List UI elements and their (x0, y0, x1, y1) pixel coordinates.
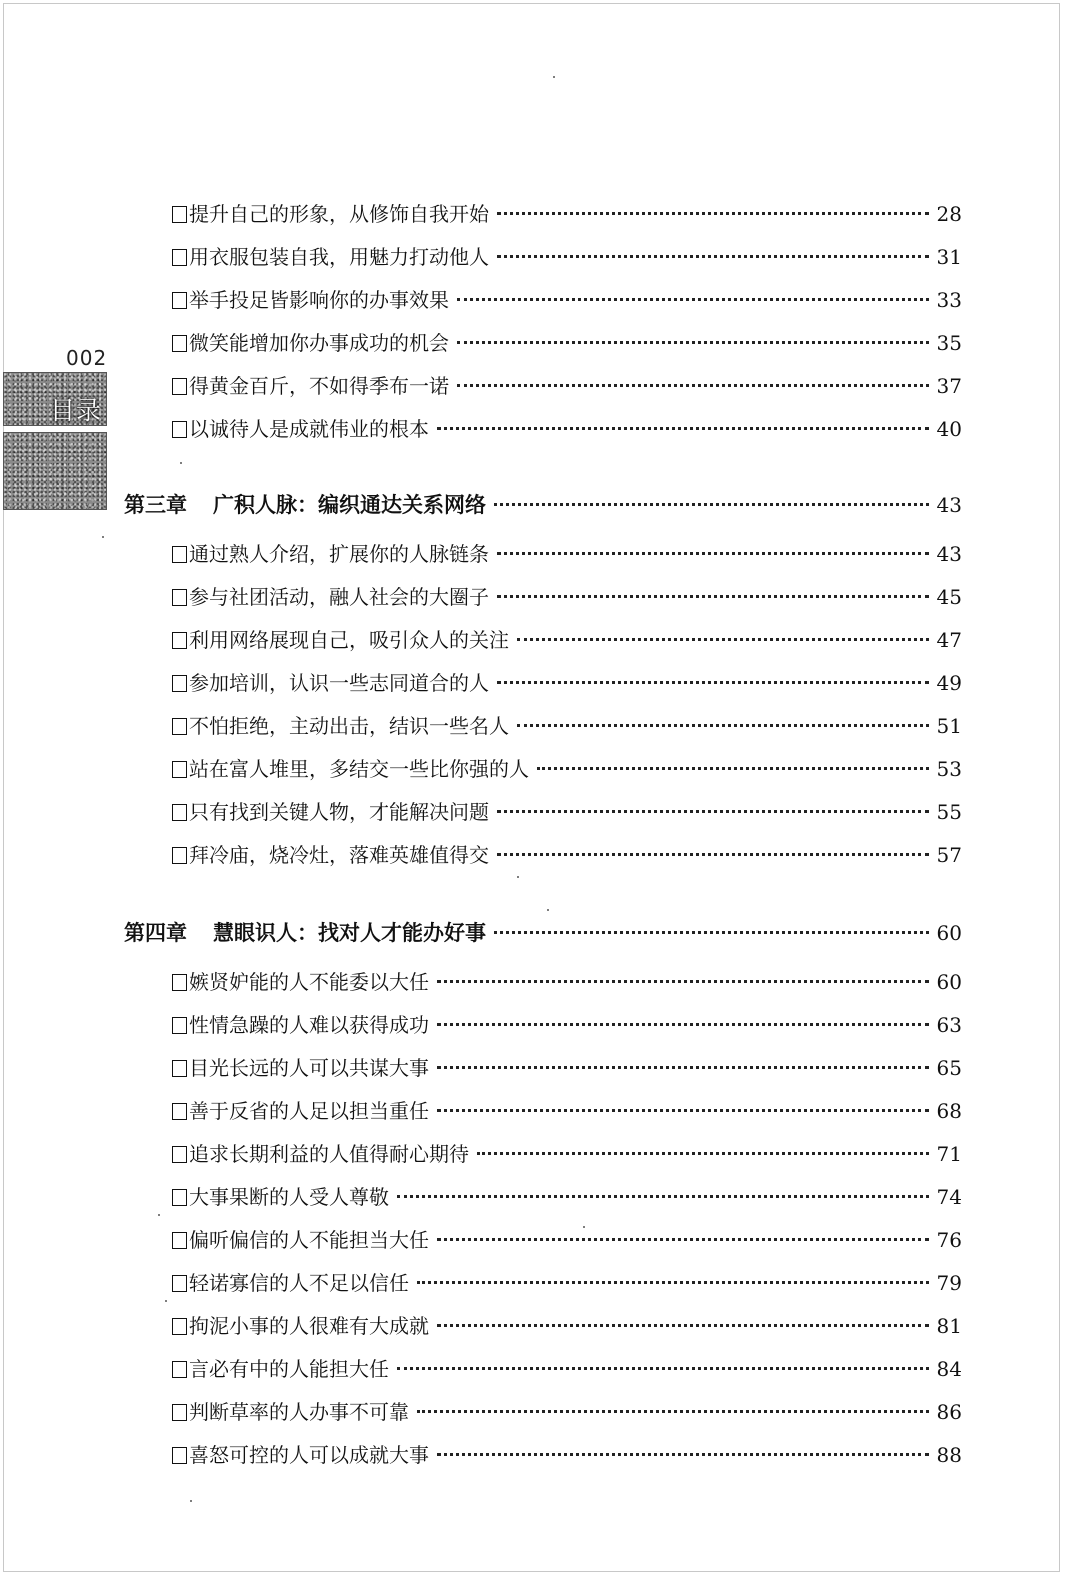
toc-entry-title: 只有找到关键人物，才能解决问题 (189, 800, 489, 824)
toc-entry[interactable] (172, 1139, 962, 1169)
toc-entry-title: 通过熟人介绍，扩展你的人脉链条 (189, 542, 489, 566)
toc-entry-title: 判断草率的人办事不可靠 (189, 1400, 409, 1424)
toc-entry-title: 偏听偏信的人不能担当大任 (189, 1228, 429, 1252)
chapter-title: 慧眼识人：找对人才能办好事 (213, 920, 486, 945)
scan-speck (102, 536, 104, 538)
toc-entry[interactable] (172, 1010, 962, 1040)
checkbox-icon (172, 249, 187, 266)
toc-entry-title: 性情急躁的人难以获得成功 (189, 1013, 429, 1037)
dot-leader (437, 1066, 929, 1069)
chapter-heading[interactable] (124, 490, 962, 520)
toc-entry[interactable] (172, 199, 962, 229)
checkbox-icon (172, 1404, 187, 1421)
dot-leader (497, 212, 929, 215)
checkbox-icon (172, 1361, 187, 1378)
checkbox-icon (172, 761, 187, 778)
checkbox-icon (172, 1189, 187, 1206)
toc-entry-title: 言必有中的人能担大任 (189, 1357, 389, 1381)
toc-entry-title: 追求长期利益的人值得耐心期待 (189, 1142, 469, 1166)
toc-entry-page: 76 (936, 1228, 962, 1252)
toc-entry[interactable] (172, 242, 962, 272)
toc-entry-title: 站在富人堆里，多结交一些比你强的人 (189, 757, 529, 781)
toc-entry-page: 81 (936, 1314, 962, 1338)
toc-entry[interactable] (172, 1440, 962, 1470)
toc-entry-page: 45 (936, 585, 962, 609)
toc-entry[interactable] (172, 285, 962, 315)
toc-entry-title: 微笑能增加你办事成功的机会 (189, 331, 449, 355)
checkbox-icon (172, 847, 187, 864)
toc-entry-title: 参加培训，认识一些志同道合的人 (189, 671, 489, 695)
toc-entry-title: 提升自己的形象，从修饰自我开始 (189, 202, 489, 226)
toc-entry-page: 65 (936, 1056, 962, 1080)
checkbox-icon (172, 1146, 187, 1163)
dot-leader (497, 681, 929, 684)
toc-entry-title: 目光长远的人可以共谋大事 (189, 1056, 429, 1080)
dot-leader (497, 255, 929, 258)
toc-entry-page: 49 (936, 671, 962, 695)
checkbox-icon (172, 1060, 187, 1077)
dot-leader (437, 1023, 929, 1026)
chapter-number: 第四章 (124, 920, 187, 945)
checkbox-icon (172, 632, 187, 649)
checkbox-icon (172, 1318, 187, 1335)
toc-entry[interactable] (172, 797, 962, 827)
toc-entry-page: 37 (936, 374, 962, 398)
toc-entry-title: 参与社团活动，融人社会的大圈子 (189, 585, 489, 609)
checkbox-icon (172, 1447, 187, 1464)
checkbox-icon (172, 546, 187, 563)
dot-leader (517, 724, 929, 727)
checkbox-icon (172, 206, 187, 223)
toc-entry-page: 68 (936, 1099, 962, 1123)
dot-leader (457, 341, 929, 344)
toc-entry-page: 71 (936, 1142, 962, 1166)
toc-entry-page: 84 (936, 1357, 962, 1381)
page-number: 002 (66, 346, 108, 370)
dot-leader (457, 384, 929, 387)
toc-entry-page: 74 (936, 1185, 962, 1209)
dot-leader (437, 1453, 929, 1456)
toc-entry-title: 嫉贤妒能的人不能委以大任 (189, 970, 429, 994)
scan-speck (517, 876, 519, 878)
toc-entry[interactable] (172, 840, 962, 870)
toc-entry[interactable] (172, 1053, 962, 1083)
toc-entry-title: 轻诺寡信的人不足以信任 (189, 1271, 409, 1295)
toc-entry[interactable] (172, 625, 962, 655)
checkbox-icon (172, 1103, 187, 1120)
toc-entry[interactable] (172, 711, 962, 741)
toc-entry-title: 举手投足皆影响你的办事效果 (189, 288, 449, 312)
toc-entry-page: 43 (936, 542, 962, 566)
chapter-page: 43 (936, 493, 962, 517)
toc-entry[interactable] (172, 967, 962, 997)
toc-entry-title: 拜冷庙，烧冷灶，落难英雄值得交 (189, 843, 489, 867)
toc-entry[interactable] (172, 1311, 962, 1341)
toc-entry-title: 得黄金百斤，不如得季布一诺 (189, 374, 449, 398)
dot-leader (497, 853, 929, 856)
toc-entry-title: 以诚待人是成就伟业的根本 (189, 417, 429, 441)
scan-speck (547, 909, 549, 911)
checkbox-icon (172, 589, 187, 606)
scan-speck (190, 1500, 192, 1502)
dot-leader (457, 298, 929, 301)
checkbox-icon (172, 974, 187, 991)
toc-entry-page: 33 (936, 288, 962, 312)
toc-entry-title: 利用网络展现自己，吸引众人的关注 (189, 628, 509, 652)
checkbox-icon (172, 292, 187, 309)
toc-entry-page: 40 (936, 417, 962, 441)
chapter-heading[interactable] (124, 918, 962, 948)
toc-entry-title: 不怕拒绝，主动出击，结识一些名人 (189, 714, 509, 738)
checkbox-icon (172, 1275, 187, 1292)
toc-entry-page: 79 (936, 1271, 962, 1295)
toc-entry-page: 51 (936, 714, 962, 738)
dot-leader (537, 767, 929, 770)
toc-entry[interactable] (172, 1096, 962, 1126)
toc-entry-title: 喜怒可控的人可以成就大事 (189, 1443, 429, 1467)
side-tab-label: 目录 (49, 396, 102, 425)
dot-leader (497, 595, 929, 598)
toc-entry[interactable] (172, 1397, 962, 1427)
checkbox-icon (172, 718, 187, 735)
toc-entry-page: 35 (936, 331, 962, 355)
toc-entry[interactable] (172, 754, 962, 784)
toc-entry[interactable] (172, 539, 962, 569)
toc-entry[interactable] (172, 1354, 962, 1384)
toc-entry-page: 55 (936, 800, 962, 824)
chapter-number: 第三章 (124, 492, 187, 517)
chapter-title: 广积人脉：编织通达关系网络 (213, 492, 486, 517)
dot-leader (437, 1324, 929, 1327)
toc-entry-title: 拘泥小事的人很难有大成就 (189, 1314, 429, 1338)
toc-entry-page: 28 (936, 202, 962, 226)
dot-leader (397, 1367, 929, 1370)
dot-leader (497, 810, 929, 813)
side-tab-pattern (3, 432, 107, 510)
toc-entry-page: 53 (936, 757, 962, 781)
toc-entry-title: 用衣服包装自我，用魅力打动他人 (189, 245, 489, 269)
checkbox-icon (172, 675, 187, 692)
toc-entry[interactable] (172, 1225, 962, 1255)
dot-leader (517, 638, 929, 641)
checkbox-icon (172, 335, 187, 352)
scan-speck (180, 462, 182, 464)
checkbox-icon (172, 1017, 187, 1034)
chapter-page: 60 (936, 921, 962, 945)
scan-speck (553, 76, 555, 78)
scan-speck (583, 1226, 585, 1228)
toc-entry-page: 31 (936, 245, 962, 269)
dot-leader (477, 1152, 929, 1155)
dot-leader (417, 1281, 929, 1284)
dot-leader (497, 552, 929, 555)
toc-entry-page: 47 (936, 628, 962, 652)
toc-entry-title: 大事果断的人受人尊敬 (189, 1185, 389, 1209)
dot-leader (437, 427, 929, 430)
dot-leader (417, 1410, 929, 1413)
dot-leader (437, 980, 929, 983)
toc-entry[interactable] (172, 668, 962, 698)
toc-entry-page: 88 (936, 1443, 962, 1467)
toc-entry[interactable] (172, 582, 962, 612)
toc-entry[interactable] (172, 1268, 962, 1298)
toc-entry-title: 善于反省的人足以担当重任 (189, 1099, 429, 1123)
toc-entry[interactable] (172, 328, 962, 358)
dot-leader (397, 1195, 929, 1198)
checkbox-icon (172, 378, 187, 395)
dot-leader (437, 1238, 929, 1241)
toc-entry-page: 57 (936, 843, 962, 867)
toc-entry-page: 86 (936, 1400, 962, 1424)
dot-leader (494, 931, 929, 934)
toc-entry-page: 60 (936, 970, 962, 994)
toc-entry-page: 63 (936, 1013, 962, 1037)
toc-entry[interactable] (172, 371, 962, 401)
scan-speck (165, 1300, 167, 1302)
side-tab (3, 372, 107, 426)
toc-entry[interactable] (172, 414, 962, 444)
checkbox-icon (172, 421, 187, 438)
dot-leader (494, 503, 929, 506)
checkbox-icon (172, 804, 187, 821)
dot-leader (437, 1109, 929, 1112)
checkbox-icon (172, 1232, 187, 1249)
toc-entry[interactable] (172, 1182, 962, 1212)
scan-speck (158, 1214, 160, 1216)
